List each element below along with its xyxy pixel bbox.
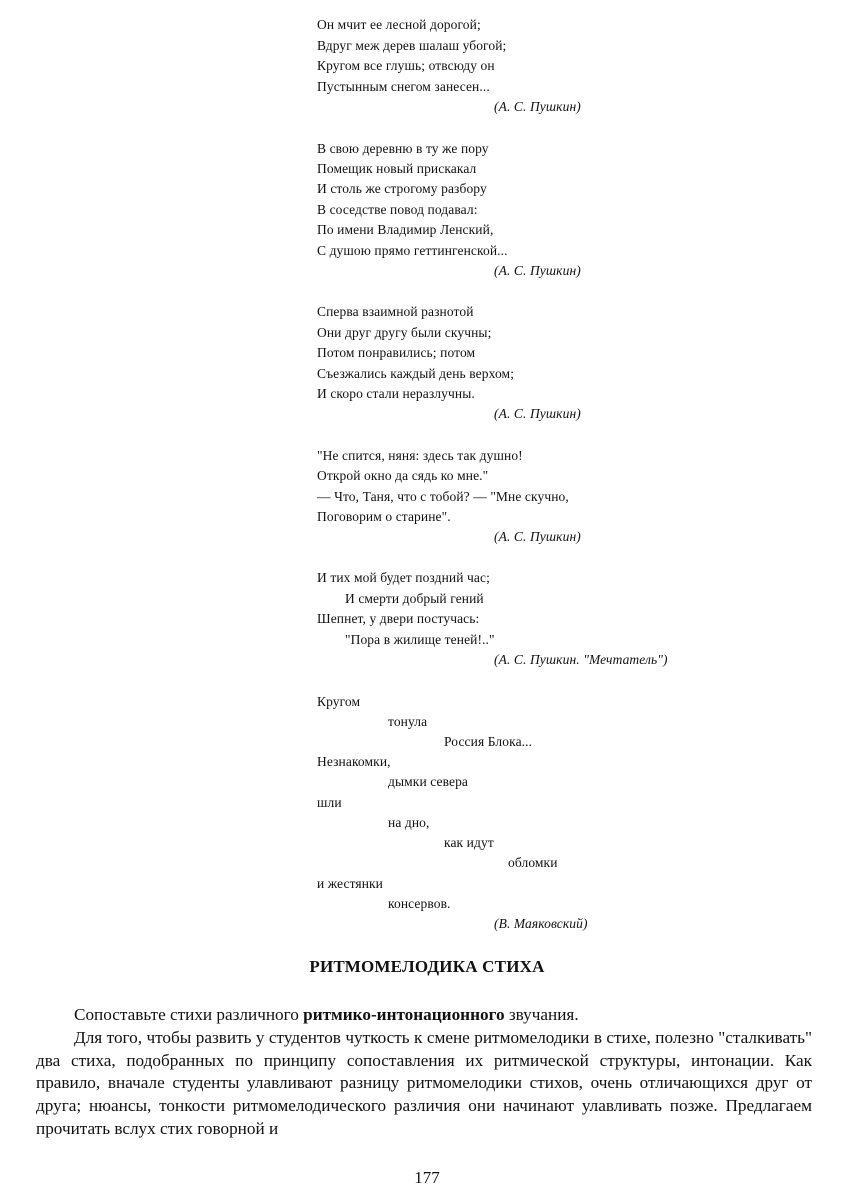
verse-5-line-4: "Пора в жилище теней!.." bbox=[345, 632, 495, 647]
verse-2-attribution: (А. С. Пушкин) bbox=[494, 263, 581, 278]
verse-1-line-4: Пустынным снегом занесен... bbox=[317, 79, 490, 94]
verse-6-line-7: на дно, bbox=[388, 815, 430, 830]
verse-6-line-1: Кругом bbox=[317, 694, 361, 709]
verse-3-line-1: Сперва взаимной разнотой bbox=[317, 304, 474, 319]
verse-2-line-5: По имени Владимир Ленский, bbox=[317, 222, 494, 237]
verse-4-line-1: "Не спится, няня: здесь так душно! bbox=[317, 448, 523, 463]
verse-3-line-2: Они друг другу были скучны; bbox=[317, 325, 492, 340]
verse-1-attribution: (А. С. Пушкин) bbox=[494, 99, 581, 114]
verse-4-line-2: Открой окно да сядь ко мне." bbox=[317, 468, 489, 483]
verse-5-attribution: (А. С. Пушкин. "Мечтатель") bbox=[494, 652, 668, 667]
verse-6-attribution: (В. Маяковский) bbox=[494, 916, 588, 931]
verse-2-line-2: Помещик новый прискакал bbox=[317, 161, 477, 176]
body-paragraph: Для того, чтобы развить у студентов чуткость к смене ритмомелодики в стихе, полезно "сталкивать" два стиха, подобранных по принципу сопоставления их ритмической структуры, интонации. Как правило, вначале студенты улавливают разницу ритмомелодики стихов, очень отличающихся друг от друга; нюансы, тонкости ритмомелодического различия они начинают улавливать позже. Предлагаем прочитать вслух стих говорной и bbox=[36, 1027, 812, 1138]
verse-5-line-1: И тих мой будет поздний час; bbox=[317, 570, 490, 585]
verse-3-line-3: Потом понравились; потом bbox=[317, 345, 476, 360]
verse-6-line-4: Незнакомки, bbox=[317, 754, 391, 769]
verse-6-line-11: консервов. bbox=[388, 896, 451, 911]
verse-6-line-6: шли bbox=[317, 795, 342, 810]
verse-6-line-9: обломки bbox=[508, 855, 558, 870]
verse-1-line-1: Он мчит ее лесной дорогой; bbox=[317, 17, 481, 32]
verse-4-line-3: — Что, Таня, что с тобой? — "Мне скучно, bbox=[317, 489, 569, 504]
verse-1-line-2: Вдруг меж дерев шалаш убогой; bbox=[317, 38, 507, 53]
verse-6-line-3: Россия Блока... bbox=[444, 734, 533, 749]
verse-2-line-3: И столь же строгому разбору bbox=[317, 181, 487, 196]
verse-5-line-2: И смерти добрый гений bbox=[345, 591, 484, 606]
verse-4-line-4: Поговорим о старине". bbox=[317, 509, 451, 524]
verse-4-attribution: (А. С. Пушкин) bbox=[494, 529, 581, 544]
task-statement bbox=[36, 1004, 812, 1027]
verse-6-line-2: тонула bbox=[388, 714, 428, 729]
verse-2-line-6: С душою прямо геттингенской... bbox=[317, 243, 508, 258]
page-number: 177 bbox=[414, 1168, 440, 1187]
body-text bbox=[36, 1004, 812, 1141]
task-text-bold: ритмико-интонационного bbox=[303, 1005, 505, 1024]
verse-6-line-10: и жестянки bbox=[317, 876, 384, 891]
verse-2-line-4: В соседстве повод подавал: bbox=[317, 202, 478, 217]
verse-3-attribution: (А. С. Пушкин) bbox=[494, 406, 581, 421]
task-text-after: звучания. bbox=[504, 1005, 579, 1024]
verse-2-line-1: В свою деревню в ту же пору bbox=[317, 141, 489, 156]
verse-3-line-5: И скоро стали неразлучны. bbox=[317, 386, 475, 401]
verse-1-line-3: Кругом все глушь; отвсюду он bbox=[317, 58, 495, 73]
verse-3-line-4: Съезжались каждый день верхом; bbox=[317, 366, 515, 381]
verse-6-line-8: как идут bbox=[444, 835, 494, 850]
verse-6-line-5: дымки севера bbox=[388, 774, 469, 789]
section-title: РИТМОМЕЛОДИКА СТИХА bbox=[309, 957, 545, 976]
verse-5-line-3: Шепнет, у двери постучась: bbox=[317, 611, 480, 626]
task-text-before: Сопоставьте стихи различного bbox=[74, 1005, 304, 1024]
